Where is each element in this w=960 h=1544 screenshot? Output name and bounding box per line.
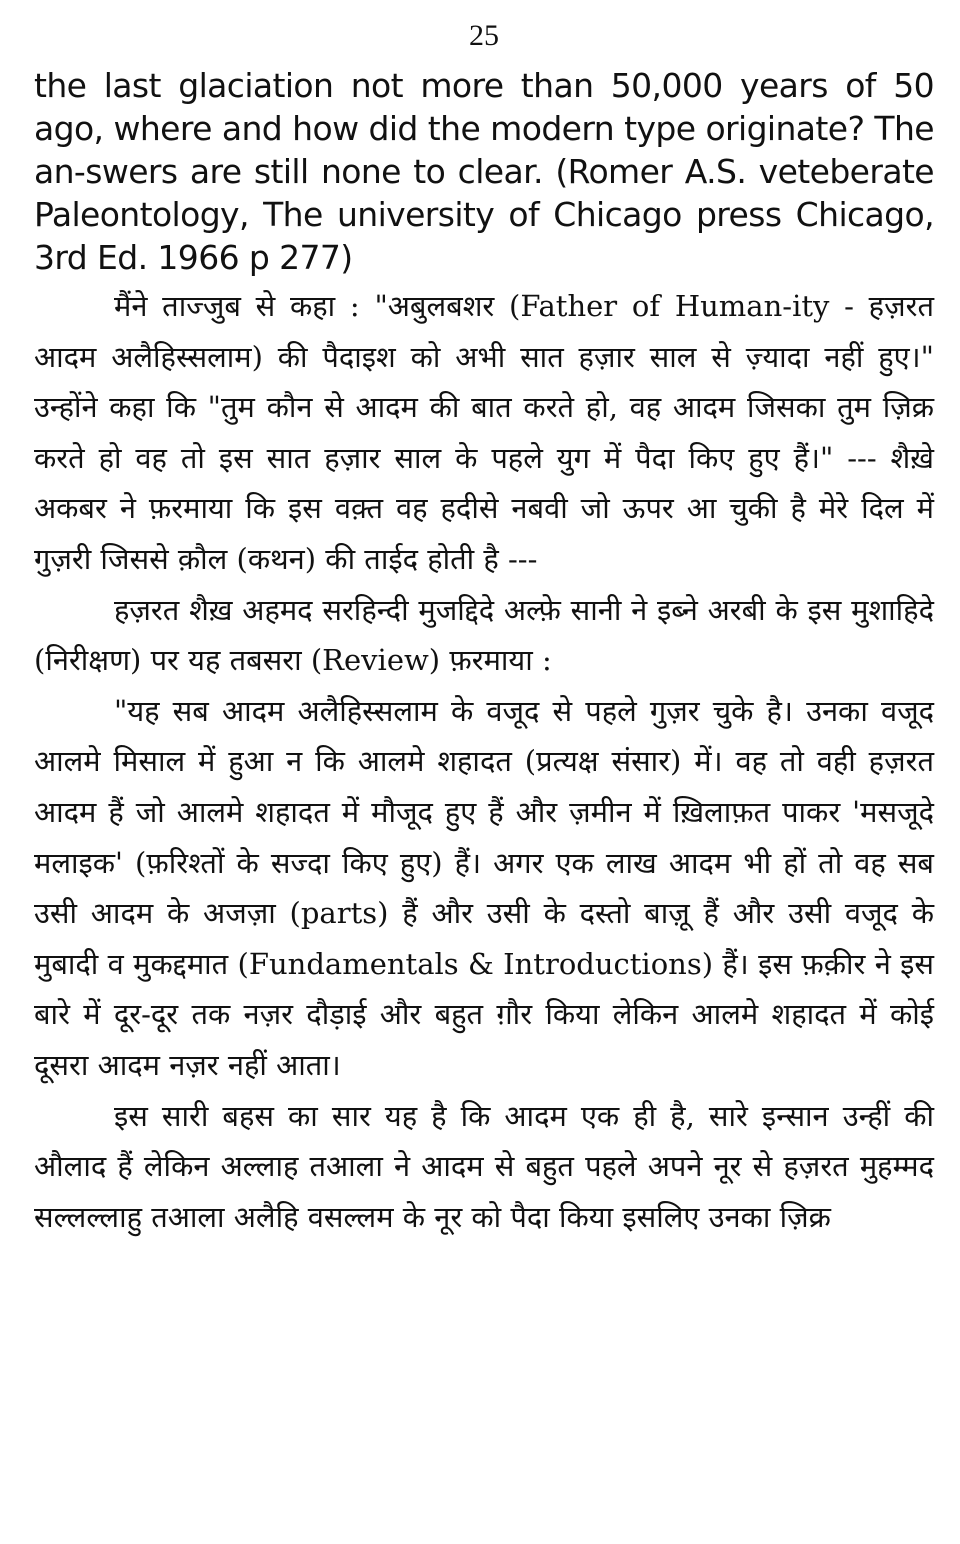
page-number: 25 [469, 19, 499, 52]
paragraph-adam-quote: "यह सब आदम अलैहिस्सलाम के वजूद से पहले गुज़र चुके है। उनका वजूद आलमे मिसाल में हुआ न कि आलमे शहादत (प्रत्यक्ष संसार) में। वह तो वही हज़रत आदम हैं जो आलमे शहादत में मौजूद हुए हैं और ज़मीन में ख़िलाफ़त पाकर 'मसजूदे मलाइक' (फ़रिश्तों के सज्दा किए हुए) हैं। अगर एक लाख आदम भी हों तो वह सब उसी आदम के अजज़ा (parts) हैं और उसी के दस्तो बाज़ू हैं और उसी वजूद के मुबादी व मुकद्दमात (Fundamentals & Introductions) हैं। इस फ़क़ीर ने इस बारे में दूर-दूर तक नज़र दौड़ाई और बहुत ग़ौर किया लेकिन आलमे शहादत में कोई दूसरा आदम नज़र नहीं आता। [34, 693, 934, 1082]
paragraph-romer-quote: the last glaciation not more than 50,000 years of 50 ago, where and how did the modern type originate? The an-swers are still none to clear. (Romer A.S. veteberate Paleontology, The university of Chicago press Chicago, 3rd Ed. 1966 p 277) [34, 66, 934, 277]
paragraph-sarhindi-review: हज़रत शैख़ अहमद सरहिन्दी मुजद्दिदे अल्फ़े सानी ने इब्ने अरबी के इस मुशाहिदे (निरीक्षण) पर यह तबसरा (Review) फ़रमाया : [34, 592, 934, 678]
paragraph-abul-bashar: मैंने ताज्जुब से कहा : "अबुलबशर (Father of Human-ity - हज़रत आदम अलैहिस्सलाम) की पैदाइश को अभी सात हज़ार साल से ज़्यादा नहीं हुए।" उन्होंने कहा कि "तुम कौन से आदम की बात करते हो, वह आदम जिसका तुम ज़िक्र करते हो वह तो इस सात हज़ार साल के पहले युग में पैदा किए हुए हैं।" --- शैख़े अकबर ने फ़रमाया कि इस वक़्त वह हदीसे नबवी जो ऊपर आ चुकी है मेरे दिल में गुज़री जिससे क़ौल (कथन) की ताईद होती है --- [34, 289, 934, 576]
paragraph-summary: इस सारी बहस का सार यह है कि आदम एक ही है, सारे इन्सान उन्हीं की औलाद हैं लेकिन अल्लाह तआला ने आदम से बहुत पहले अपने नूर से हज़रत मुहम्मद सल्लल्लाहु तआला अलैहि वसल्लम के नूर को पैदा किया इसलिए उनका ज़िक्र [34, 1098, 934, 1234]
